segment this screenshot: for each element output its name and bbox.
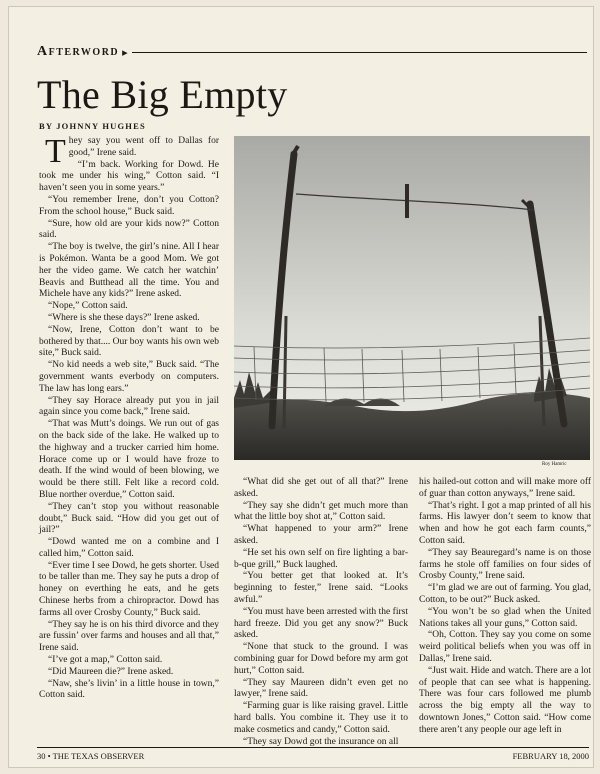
- article-title: The Big Empty: [37, 72, 288, 117]
- paragraph: “The boy is twelve, the girl’s nine. All I hear is Pokémon. Wanta be a good Mom. We got her the video game. We catch her watchin’ Beavis and Butthead all the time. You and Michele have any kids?” Irene asked.: [39, 242, 219, 300]
- section-rule: [132, 52, 587, 53]
- section-header: [37, 43, 587, 61]
- paragraph: “They say Horace already put you in jail again since you come back,” Irene said.: [39, 395, 219, 418]
- paragraph: “I’m glad we are out of farming. You glad, Cotton, to be out?” Buck asked.: [419, 583, 591, 605]
- magazine-page: [8, 6, 594, 768]
- paragraph: “That was Mutt’s doings. We run out of gas on the back side of the lake. He walked up to the highway and a trucker carried him home. Horace come up or I would have froze to death. If the wind would of been blowing, we would be there still. Felt like a record cold. Blue norther overdue,” Cotton said.: [39, 419, 219, 500]
- paragraph: [39, 133, 219, 170]
- paragraph: “Nope,” Cotton said.: [48, 301, 128, 312]
- paragraph: “You won’t be so glad when the United Nations takes all your guns,” Cotton said.: [419, 606, 591, 629]
- paragraph: “He set his own self on fire lighting a bar-b-que grill,” Buck laughed.: [234, 547, 408, 570]
- paragraph: “Oh, Cotton. They say you come on some weird political beliefs when you was off in Dallas,” Irene said.: [419, 630, 591, 664]
- paragraph-text: hey say you went off to Dallas for good,” Irene said.: [68, 136, 219, 158]
- paragraph: “That’s right. I got a map printed of all his farms. His lawyer don’t seem to know that when and how he got each farm counts,” Cotton said.: [419, 500, 591, 546]
- paragraph: “They say she didn’t get much more than what the little boy shot at,” Cotton said.: [234, 500, 408, 523]
- fence-photo-image: [234, 136, 590, 460]
- paragraph: “Did Maureen die?” Irene asked.: [48, 666, 174, 677]
- paragraph: “Where is she these days?” Irene asked.: [48, 312, 200, 323]
- paragraph: “Sure, how old are your kids now?” Cotton said.: [39, 218, 219, 241]
- dropcap: T: [45, 133, 66, 170]
- paragraph: “I’m back. Working for Dowd. He took me under his wing,” Cotton said. “I haven’t seen you in some years.”: [39, 159, 219, 194]
- paragraph: “They say he is on his third divorce and they are fussin’ over farms and houses and all that,” Irene said.: [39, 619, 219, 654]
- paragraph: “Now, Irene, Cotton don’t want to be bothered by that.... Our boy wants his own web site,” Buck said.: [39, 324, 219, 359]
- text-column-3: [419, 477, 591, 737]
- paragraph: “You must have been arrested with the first hard freeze. Did you get any snow?” Buck asked.: [234, 606, 408, 641]
- paragraph: “Naw, she’s livin’ in a little house in town,” Cotton said.: [39, 678, 219, 701]
- paragraph: “They say Dowd got the insurance on all: [243, 736, 399, 747]
- paragraph: “None that stuck to the ground. I was combining guar for Dowd before my arm got hurt,” Cotton said.: [234, 642, 408, 676]
- section-label: Afterword: [37, 44, 120, 59]
- byline: BY JOHNNY HUGHES: [39, 121, 146, 131]
- paragraph: “What happened to your arm?” Irene asked.: [234, 524, 408, 546]
- paragraph: “What did she get out of all that?” Irene asked.: [234, 477, 408, 499]
- photo-credit: Roy Hamric: [542, 462, 567, 467]
- section-arrow-icon: ▸: [122, 46, 128, 59]
- paragraph: “Ever time I see Dowd, he gets shorter. Used to be taller than me. They say he puts a drop of honey on everthing he eats, and he gets Chinese herbs from a chiropractor. Dowd has farms all over Crosby County,” Buck said.: [39, 560, 219, 618]
- paragraph: “I’ve got a map,” Cotton said.: [48, 655, 163, 666]
- paragraph: “Farming guar is like raising gravel. Little hard balls. You combine it. They use it to make cosmetics and candy,” Cotton said.: [234, 701, 408, 735]
- fence-photo: [234, 136, 590, 460]
- paragraph: “Just wait. Hide and watch. There are a lot of people that can see what is happening. There was four cars followed me plumb across the big empty all the way to downtown Jones,” Cotton said. “How come there aren’t any people our age left in: [419, 665, 591, 735]
- paragraph: “No kid needs a web site,” Buck said. “The government wants everbody on computers. The law has long ears.”: [39, 360, 219, 394]
- paragraph: “They can’t stop you without reasonable doubt,” Buck said. “How did you get out of jail?”: [39, 501, 219, 536]
- paragraph: “You better get that looked at. It’s beginning to fester,” Irene said. “Looks awful.”: [234, 571, 408, 605]
- footer-page-number: 30 • THE TEXAS OBSERVER: [37, 751, 145, 761]
- paragraph: “You remember Irene, don’t you Cotton? From the school house,” Buck said.: [39, 194, 219, 217]
- footer-date: FEBRUARY 18, 2000: [512, 751, 589, 761]
- text-column-2: [234, 477, 408, 748]
- text-column-1: [39, 133, 219, 702]
- paragraph: “They say Beauregard’s name is on those farms he stole off families on four sides of Crosby County,” Irene said.: [419, 547, 591, 582]
- paragraph: “Dowd wanted me on a combine and I called him,” Cotton said.: [39, 537, 219, 559]
- paragraph: his hailed-out cotton and will make more off of guar than cotton anyways,” Irene said.: [419, 477, 591, 499]
- page-footer: [37, 747, 589, 761]
- paragraph: “They say Maureen didn’t even get no lawyer,” Irene said.: [234, 677, 408, 700]
